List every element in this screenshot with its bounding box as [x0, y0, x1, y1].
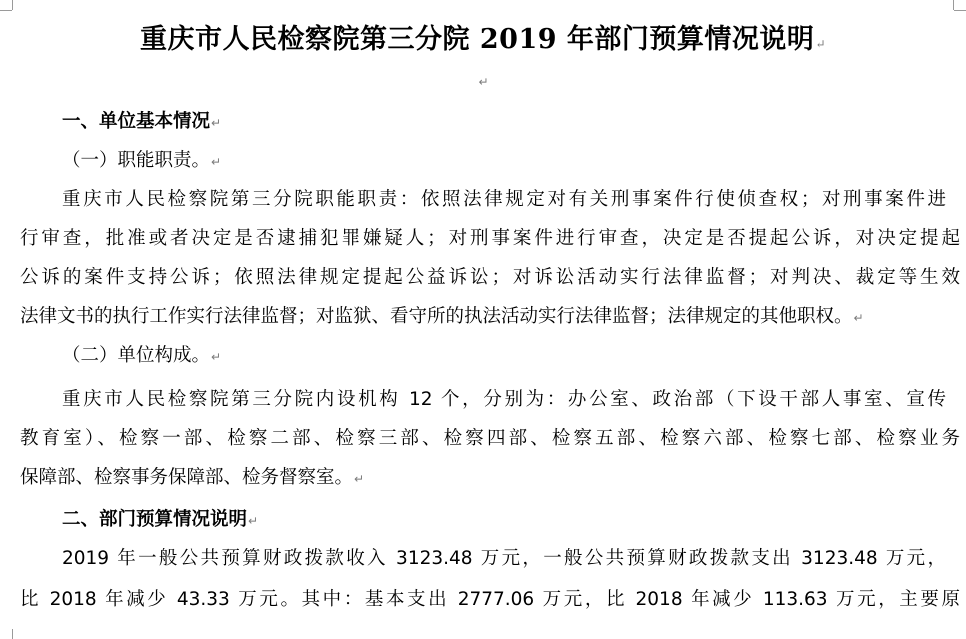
document-title [0, 22, 966, 62]
line-text: 保障部、检察事务保障部、检务督察室。 [20, 467, 354, 488]
section-heading-basic-info [62, 110, 942, 135]
paragraph-mark-icon: ↵ [211, 116, 222, 130]
body-line [20, 266, 960, 290]
paragraph-mark-icon: ↵ [354, 472, 365, 486]
line-text: 重庆市人民检察院第三分院内设机构 12 个，分别为：办公室、政治部（下设干部人事室、宣传 [62, 389, 946, 410]
crop-mark-top-right [954, 10, 966, 11]
crop-mark-bottom-left-vertical [12, 629, 13, 639]
line-text: 行审查，批准或者决定是否逮捕犯罪嫌疑人；对刑事案件进行审查，决定是否提起公诉，对决定提起 [20, 228, 960, 249]
paragraph-mark-icon: ↵ [211, 155, 222, 169]
subheading-duties [62, 149, 942, 174]
body-line [62, 547, 946, 571]
line-text: 教育室）、检察一部、检察二部、检察三部、检察四部、检察五部、检察六部、检察七部、检察业务 [20, 428, 960, 449]
body-line [62, 188, 946, 212]
body-line [20, 427, 960, 451]
line-text: 2019 年一般公共预算财政拨款收入 3123.48 万元，一般公共预算财政拨款支出 3123.48 万元， [62, 548, 946, 569]
crop-mark-top-right-vertical [953, 0, 954, 10]
line-text: （一）职能职责。 [62, 150, 211, 171]
line-text: 二、部门预算情况说明 [62, 509, 248, 530]
body-line [20, 588, 960, 612]
paragraph-mark-icon: ↵ [853, 311, 864, 325]
body-line [20, 305, 960, 330]
crop-mark-top-left-vertical [12, 0, 13, 10]
paragraph-mark-icon: ↵ [211, 350, 222, 364]
empty-paragraph [0, 74, 966, 90]
line-text: 比 2018 年减少 43.33 万元。其中：基本支出 2777.06 万元，比 2018 年减少 113.63 万元，主要原 [20, 589, 960, 610]
paragraph-mark-icon: ↵ [478, 75, 489, 89]
subheading-structure [62, 344, 942, 369]
section-heading-budget [62, 508, 942, 533]
body-line [20, 227, 960, 251]
document-title-text: 重庆市人民检察院第三分院 2019 年部门预算情况说明 [139, 24, 815, 55]
line-text: 法律文书的执行工作实行法律监督；对监狱、看守所的执法活动实行法律监督；法律规定的其他职权。 [20, 306, 853, 327]
crop-mark-top-left [0, 10, 12, 11]
line-text: （二）单位构成。 [62, 345, 211, 366]
line-text: 一、单位基本情况 [62, 111, 211, 132]
paragraph-mark-icon: ↵ [248, 514, 259, 528]
line-text: 重庆市人民检察院第三分院职能职责：依照法律规定对有关刑事案件行使侦查权；对刑事案件进 [62, 189, 946, 210]
line-text: 公诉的案件支持公诉；依照法律规定提起公益诉讼；对诉讼活动实行法律监督；对判决、裁定等生效 [20, 267, 960, 288]
body-line [62, 388, 946, 412]
paragraph-mark-icon: ↵ [815, 37, 826, 51]
body-line [20, 466, 960, 491]
